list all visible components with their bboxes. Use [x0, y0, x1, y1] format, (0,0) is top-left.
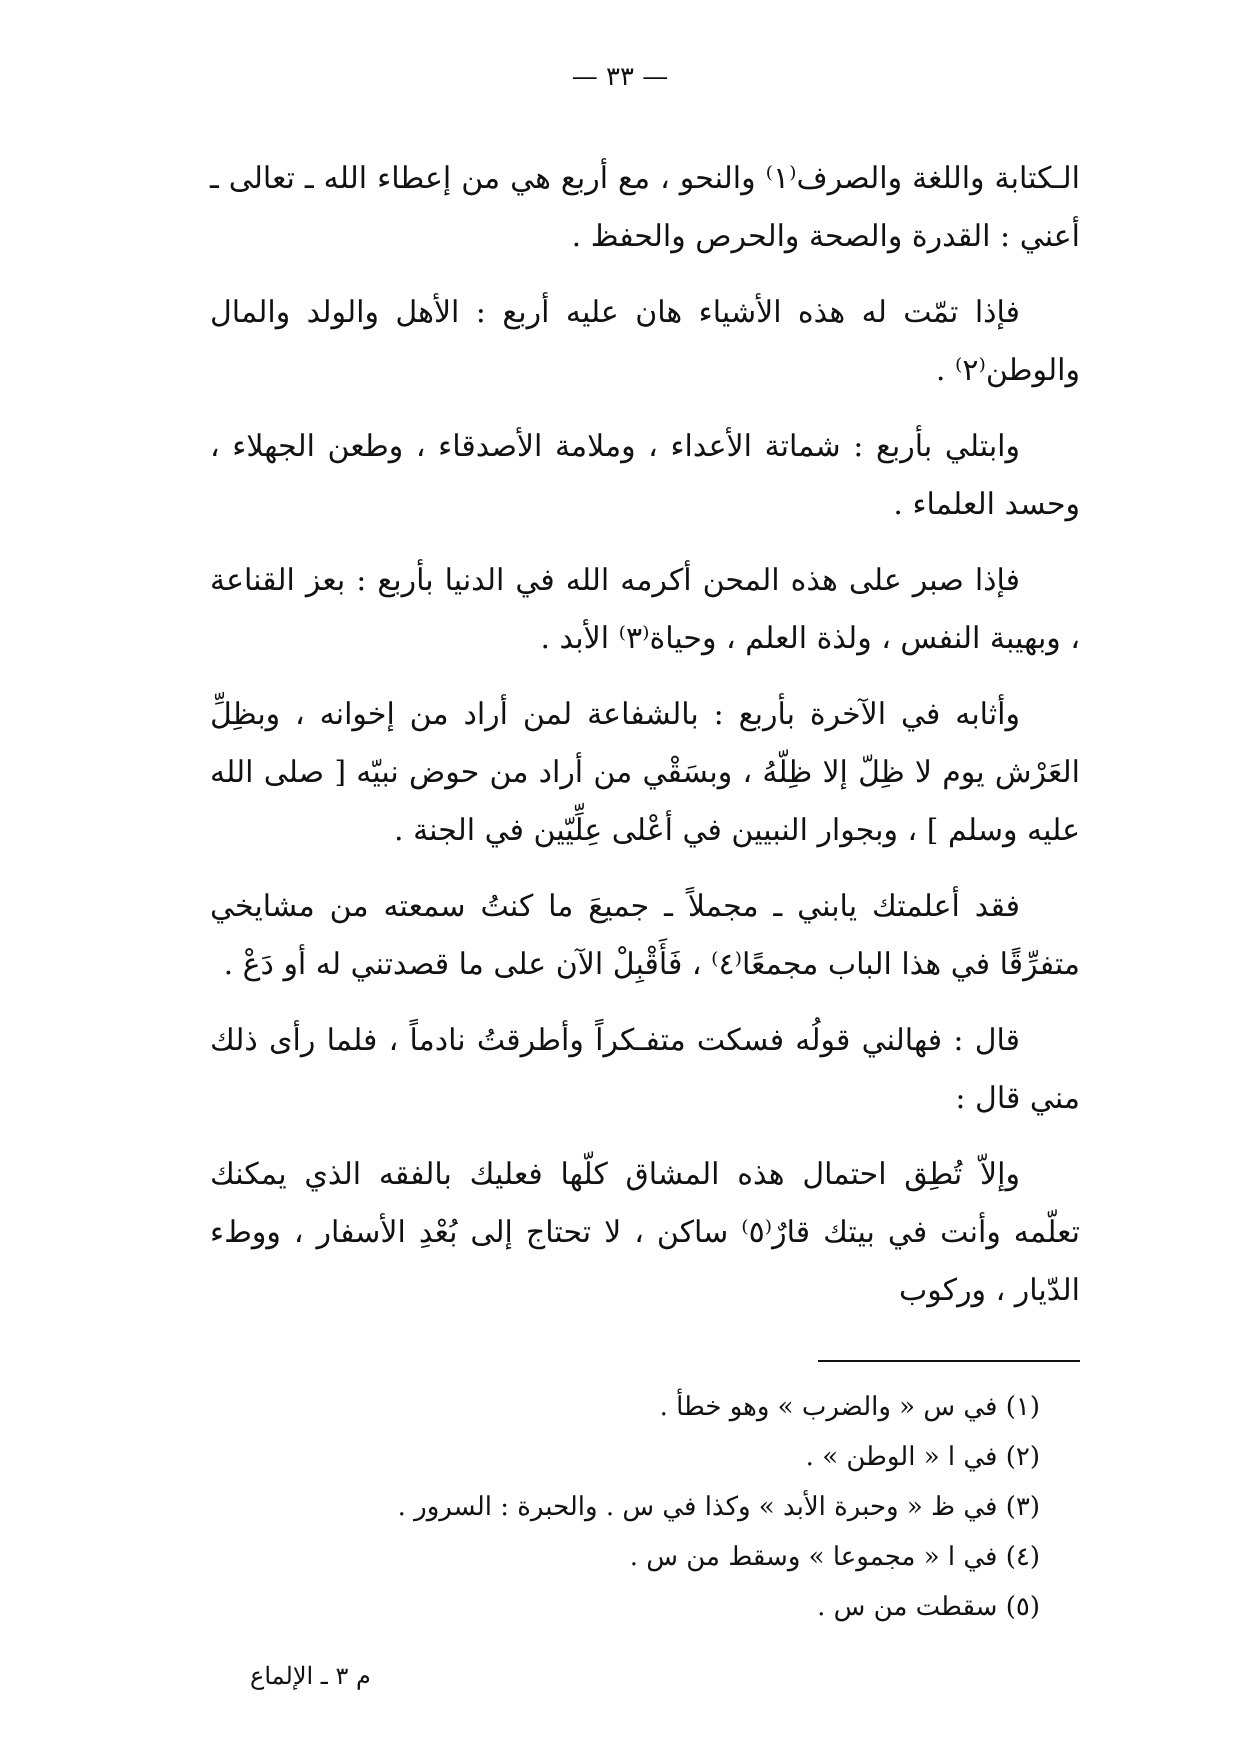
body-text — [210, 150, 1080, 1338]
footnote-1: (١) في س « والضرب » وهو خطأ . — [659, 1392, 1040, 1422]
footnote-5: (٥) سقطت من س . — [817, 1592, 1040, 1622]
paragraph-8: وإلاّ تُطِق احتمال هذه المشاق كلّها فعليك بالفقه الذي يمكنك تعلّمه وأنت في بيتك قارٌ⁽٥⁾ ساكن ، لا تحتاج إلى بُعْدِ الأسفار ، ووطء الدّيار ، وركوب — [210, 1157, 1080, 1308]
footnote-3: (٣) في ظ « وحبرة الأبد » وكذا في س . والحبرة : السرور . — [397, 1492, 1040, 1522]
paragraph-1: الـكتابة واللغة والصرف⁽١⁾ والنحو ، مع أربع هي من إعطاء الله ـ تعالى ـ أعني : القدرة والصحة والحرص والحفظ . — [210, 161, 1080, 254]
paragraph-2: فإذا تمّت له هذه الأشياء هان عليه أربع : الأهل والولد والمال والوطن⁽٢⁾ . — [210, 295, 1080, 388]
footnote-4: (٤) في ا « مجموعا » وسقط من س . — [629, 1542, 1040, 1572]
paragraph-3: وابتلي بأربع : شماتة الأعداء ، وملامة الأصدقاء ، وطعن الجهلاء ، وحسد العلماء . — [210, 429, 1080, 522]
page-number: — ٣٣ — — [571, 62, 669, 92]
paragraph-7: قال : فهالني قولُه فسكت متفـكراً وأطرقتُ نادماً ، فلما رأى ذلك مني قال : — [210, 1023, 1080, 1116]
signature-mark: م ٣ ـ الإلماع — [250, 1662, 371, 1690]
paragraph-5: وأثابه في الآخرة بأربع : بالشفاعة لمن أراد من إخوانه ، وبظِلِّ العَرْش يوم لا ظِلّ إلا ظِلّهُ ، وبسَقْي من أراد من حوض نبيّه [ صلى الله عليه وسلم ] ، وبجوار النبيين في أعْلى عِلِّيّين في الجنة . — [210, 697, 1080, 848]
paragraph-6: فقد أعلمتك يابني ـ مجملاً ـ جميعَ ما كنتُ سمعته من مشايخي متفرِّقًا في هذا الباب مجمعًا⁽٤⁾ ، فَأَقْبِلْ الآن على ما قصدتني له أو دَعْ . — [210, 889, 1080, 982]
footnote-2: (٢) في ا « الوطن » . — [805, 1442, 1040, 1472]
footnotes — [210, 1382, 1040, 1632]
paragraph-4: فإذا صبر على هذه المحن أكرمه الله في الدنيا بأربع : بعز القناعة ، وبهيبة النفس ، ولذة العلم ، وحياة⁽٣⁾ الأبد . — [210, 563, 1080, 656]
footnote-divider — [818, 1360, 1080, 1362]
